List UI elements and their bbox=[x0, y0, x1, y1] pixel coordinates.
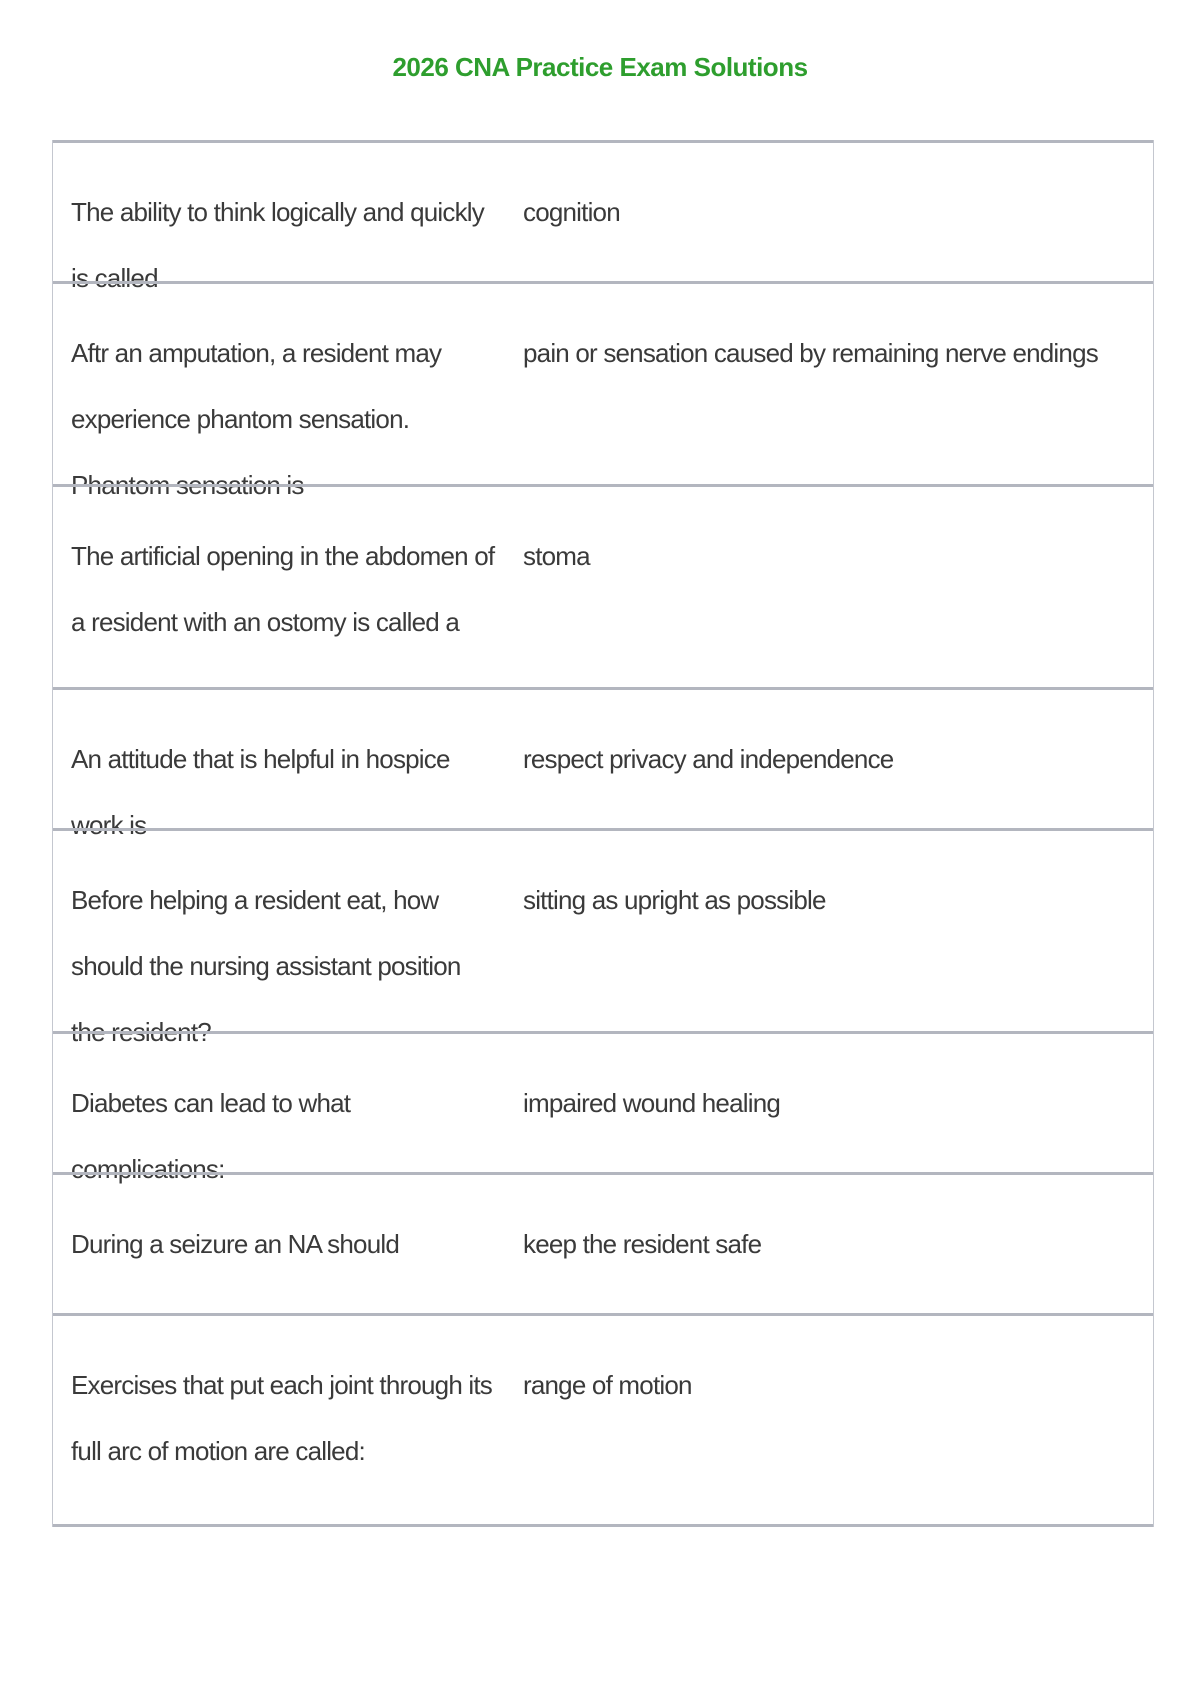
table-row bbox=[53, 140, 1153, 293]
flashcard-table bbox=[52, 140, 1154, 1527]
term-text: The ability to think logically and quickly is called bbox=[71, 197, 484, 293]
term-text: Before helping a resident eat, how should the nursing assistant position the resident? bbox=[71, 885, 461, 1047]
term-text: The artificial opening in the abdomen of a resident with an ostomy is called a bbox=[71, 541, 495, 637]
definition-text: respect privacy and independence bbox=[523, 744, 894, 774]
definition-text: range of motion bbox=[523, 1370, 692, 1400]
table-row bbox=[53, 1031, 1153, 1184]
definition-text: stoma bbox=[523, 541, 590, 571]
term-text: During a seizure an NA should bbox=[71, 1229, 400, 1259]
term-text: Exercises that put each joint through its full arc of motion are called: bbox=[71, 1370, 493, 1466]
definition-text: cognition bbox=[523, 197, 620, 227]
definition-text: sitting as upright as possible bbox=[523, 885, 826, 915]
table-row bbox=[53, 1172, 1153, 1313]
term-text: An attitude that is helpful in hospice work is bbox=[71, 744, 450, 840]
definition-text: keep the resident safe bbox=[523, 1229, 762, 1259]
table-row bbox=[53, 484, 1153, 687]
table-row bbox=[53, 1313, 1153, 1527]
table-row bbox=[53, 687, 1153, 840]
term-text: Diabetes can lead to what complications: bbox=[71, 1088, 351, 1184]
term-text: Aftr an amputation, a resident may experience phantom sensation. Phantom sensation is bbox=[71, 338, 442, 500]
definition-text: impaired wound healing bbox=[523, 1088, 781, 1118]
table-row bbox=[53, 281, 1153, 500]
definition-text: pain or sensation caused by remaining nerve endings bbox=[523, 338, 1098, 368]
table-row bbox=[53, 828, 1153, 1047]
page-title: 2026 CNA Practice Exam Solutions bbox=[392, 52, 808, 82]
